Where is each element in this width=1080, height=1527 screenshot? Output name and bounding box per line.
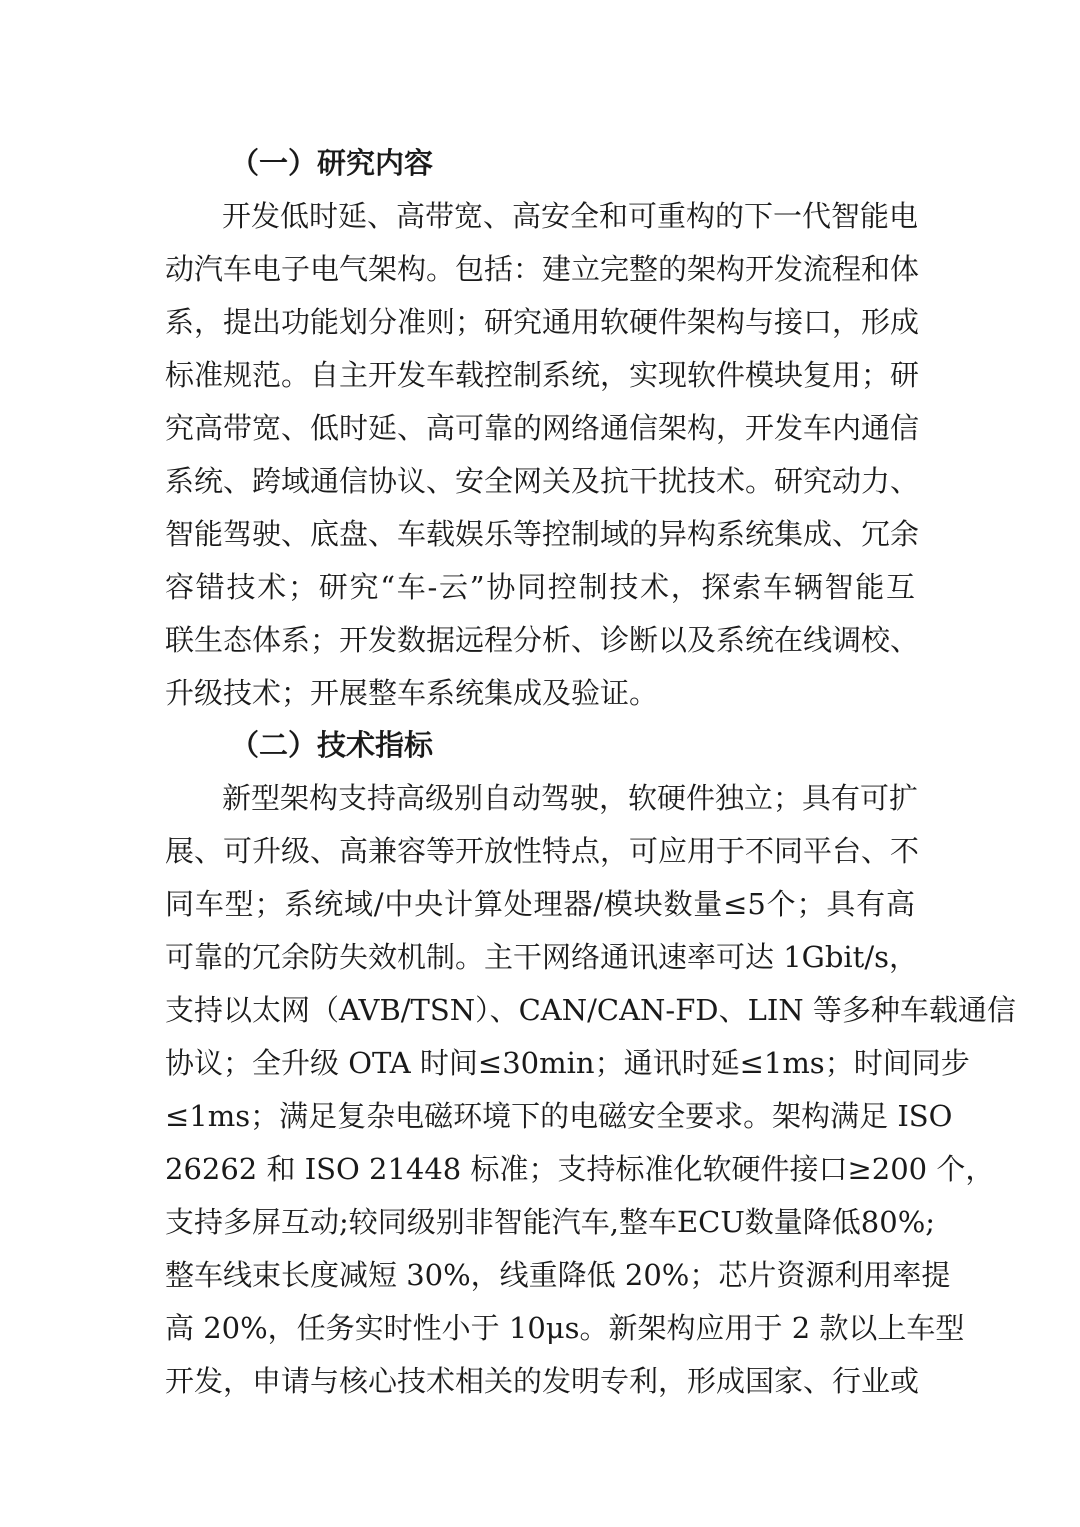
paragraph-line: 究高带宽、低时延、高可靠的网络通信架构，开发车内通信: [165, 411, 920, 445]
paragraph-line: 可靠的冗余防失效机制。主干网络通讯速率可达 1Gbit/s，: [165, 940, 918, 974]
paragraph-line: 联生态体系；开发数据远程分析、诊断以及系统在线调校、: [165, 623, 920, 657]
paragraph-line: 开发低时延、高带宽、高安全和可重构的下一代智能电: [222, 199, 919, 233]
paragraph-line: 同车型；系统域/中央计算处理器/模块数量≤5个；具有高: [165, 887, 915, 921]
paragraph-line: 升级技术；开展整车系统集成及验证。: [165, 676, 659, 710]
section-heading-research-content: （一）研究内容: [230, 146, 434, 180]
paragraph-line: 26262 和 ISO 21448 标准；支持标准化软硬件接口≥200 个，: [165, 1152, 995, 1186]
paragraph-line: 高 20%，任务实时性小于 10μs。新架构应用于 2 款以上车型: [165, 1311, 965, 1345]
paragraph-line: 整车线束长度减短 30%，线重降低 20%；芯片资源利用率提: [165, 1258, 951, 1292]
paragraph-line: 开发，申请与核心技术相关的发明专利，形成国家、行业或: [165, 1364, 920, 1398]
paragraph-line: 系统、跨域通信协议、安全网关及抗干扰技术。研究动力、: [165, 464, 920, 498]
paragraph-line: 标准规范。自主开发车载控制系统，实现软件模块复用；研: [165, 358, 920, 392]
paragraph-line: 支持以太网（AVB/TSN）、CAN/CAN-FD、LIN 等多种车载通信: [165, 993, 1016, 1027]
paragraph-line: 容错技术；研究“车-云”协同控制技术，探索车辆智能互: [165, 570, 915, 604]
paragraph-line: 系，提出功能划分准则；研究通用软硬件架构与接口，形成: [165, 305, 920, 339]
paragraph-line: 协议；全升级 OTA 时间≤30min；通讯时延≤1ms；时间同步: [165, 1046, 970, 1080]
paragraph-line: 动汽车电子电气架构。包括：建立完整的架构开发流程和体: [165, 252, 920, 286]
paragraph-line: 支持多屏互动;较同级别非智能汽车,整车ECU数量降低80%;: [165, 1205, 936, 1239]
section-heading-technical-indicators: （二）技术指标: [230, 728, 434, 762]
paragraph-line: 新型架构支持高级别自动驾驶，软硬件独立；具有可扩: [222, 781, 919, 815]
paragraph-line: ≤1ms；满足复杂电磁环境下的电磁安全要求。架构满足 ISO: [165, 1099, 953, 1133]
paragraph-line: 智能驾驶、底盘、车载娱乐等控制域的异构系统集成、冗余: [165, 517, 920, 551]
paragraph-line: 展、可升级、高兼容等开放性特点，可应用于不同平台、不: [165, 834, 920, 868]
